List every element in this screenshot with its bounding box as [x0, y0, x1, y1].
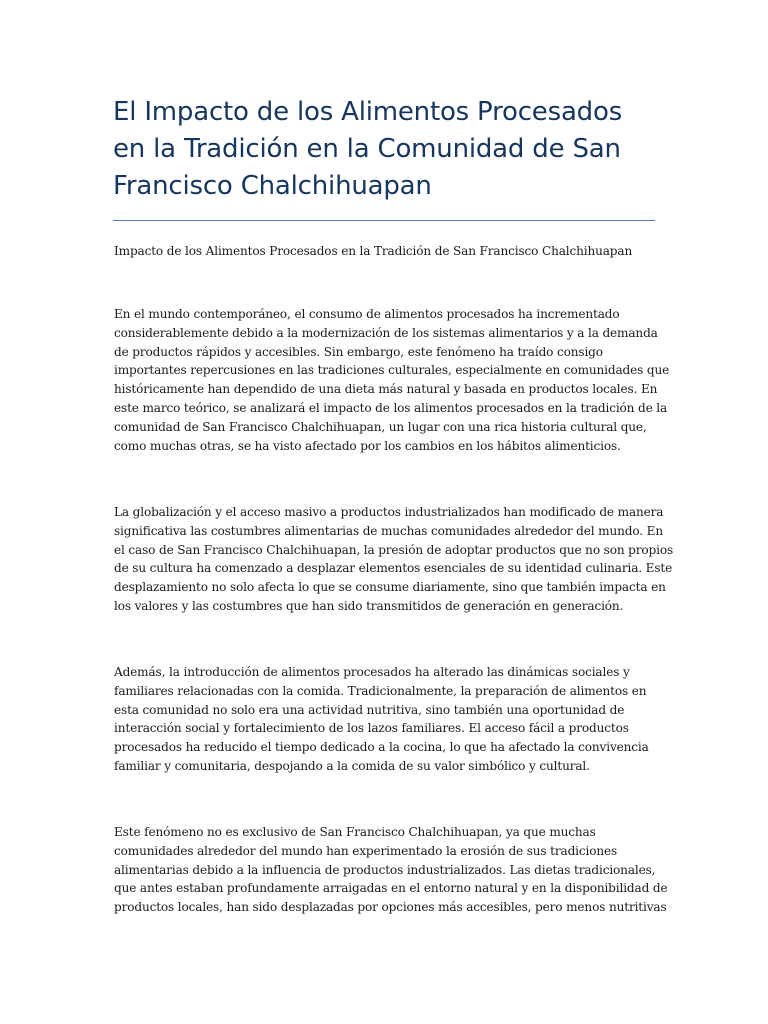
- paragraph-line: esta comunidad no solo era una actividad nutritiva, sino también una oportunidad de: [114, 702, 625, 717]
- document-subtitle: [114, 242, 659, 261]
- paragraph-line: de productos rápidos y accesibles. Sin embargo, este fenómeno ha traído consigo: [114, 344, 603, 359]
- document-title: [113, 94, 673, 205]
- paragraph-line: importantes repercusiones en las tradiciones culturales, especialmente en comunidades que: [114, 363, 670, 378]
- paragraph-line: que antes estaban profundamente arraigadas en el entorno natural y en la disponibilidad de: [114, 881, 668, 896]
- paragraph-4: [114, 823, 668, 917]
- paragraph-line: comunidad de San Francisco Chalchihuapan, un lugar con una rica historia cultural que,: [114, 419, 647, 434]
- paragraph-line: familiar y comunitaria, despojando a la comida de su valor simbólico y cultural.: [114, 758, 590, 773]
- paragraph-line: procesados ha reducido el tiempo dedicado a la cocina, lo que ha afectado la convivencia: [114, 740, 649, 755]
- paragraph-line: Este fenómeno no es exclusivo de San Francisco Chalchihuapan, ya que muchas: [114, 825, 596, 839]
- paragraph-line: Además, la introducción de alimentos procesados ha alterado las dinámicas sociales y: [114, 665, 630, 679]
- paragraph-line: alimentarias debido a la influencia de productos industrializados. Las dietas tradicionales,: [114, 862, 656, 877]
- paragraph-line: de su cultura ha comenzado a desplazar elementos esenciales de su identidad culinaria. Este: [114, 561, 673, 576]
- paragraph-line: desplazamiento no solo afecta lo que se consume diariamente, sino que también impacta en: [114, 580, 666, 595]
- title-divider: [113, 220, 655, 221]
- title-line: Francisco Chalchihuapan: [113, 171, 432, 201]
- paragraph-line: significativa las costumbres alimentarias de muchas comunidades alrededor del mundo. En: [114, 523, 663, 538]
- paragraph-line: interacción social y fortalecimiento de los lazos familiares. El acceso fácil a productos: [114, 721, 629, 736]
- paragraph-line: considerablemente debido a la modernización de los sistemas alimentarios y a la demanda: [114, 325, 658, 340]
- paragraph-line: el caso de San Francisco Chalchihuapan, la presión de adoptar productos que no son propios: [114, 542, 674, 557]
- paragraph-line: En el mundo contemporáneo, el consumo de alimentos procesados ha incrementado: [114, 307, 620, 321]
- paragraph-1: [114, 305, 670, 455]
- paragraph-line: familiares relacionadas con la comida. Tradicionalmente, la preparación de alimentos en: [114, 683, 647, 698]
- title-line: El Impacto de los Alimentos Procesados: [113, 97, 623, 127]
- paragraph-2: [114, 503, 674, 616]
- paragraph-line: los valores y las costumbres que han sido transmitidos de generación en generación.: [114, 598, 624, 613]
- subtitle-text: Impacto de los Alimentos Procesados en la Tradición de San Francisco Chalchihuapan: [114, 244, 633, 258]
- paragraph-line: comunidades alrededor del mundo han experimentado la erosión de sus tradiciones: [114, 843, 618, 858]
- paragraph-line: históricamente han dependido de una dieta más natural y basada en productos locales. En: [114, 382, 658, 397]
- paragraph-line: como muchas otras, se ha visto afectado por los cambios en los hábitos alimenticios.: [114, 438, 621, 453]
- title-line: en la Tradición en la Comunidad de San: [113, 134, 621, 164]
- paragraph-line: productos locales, han sido desplazadas por opciones más accesibles, pero menos nutritivas: [114, 900, 667, 915]
- paragraph-3: [114, 663, 659, 776]
- paragraph-line: La globalización y el acceso masivo a productos industrializados han modificado de manera: [114, 505, 664, 519]
- paragraph-line: este marco teórico, se analizará el impacto de los alimentos procesados en la tradición de la: [114, 400, 668, 415]
